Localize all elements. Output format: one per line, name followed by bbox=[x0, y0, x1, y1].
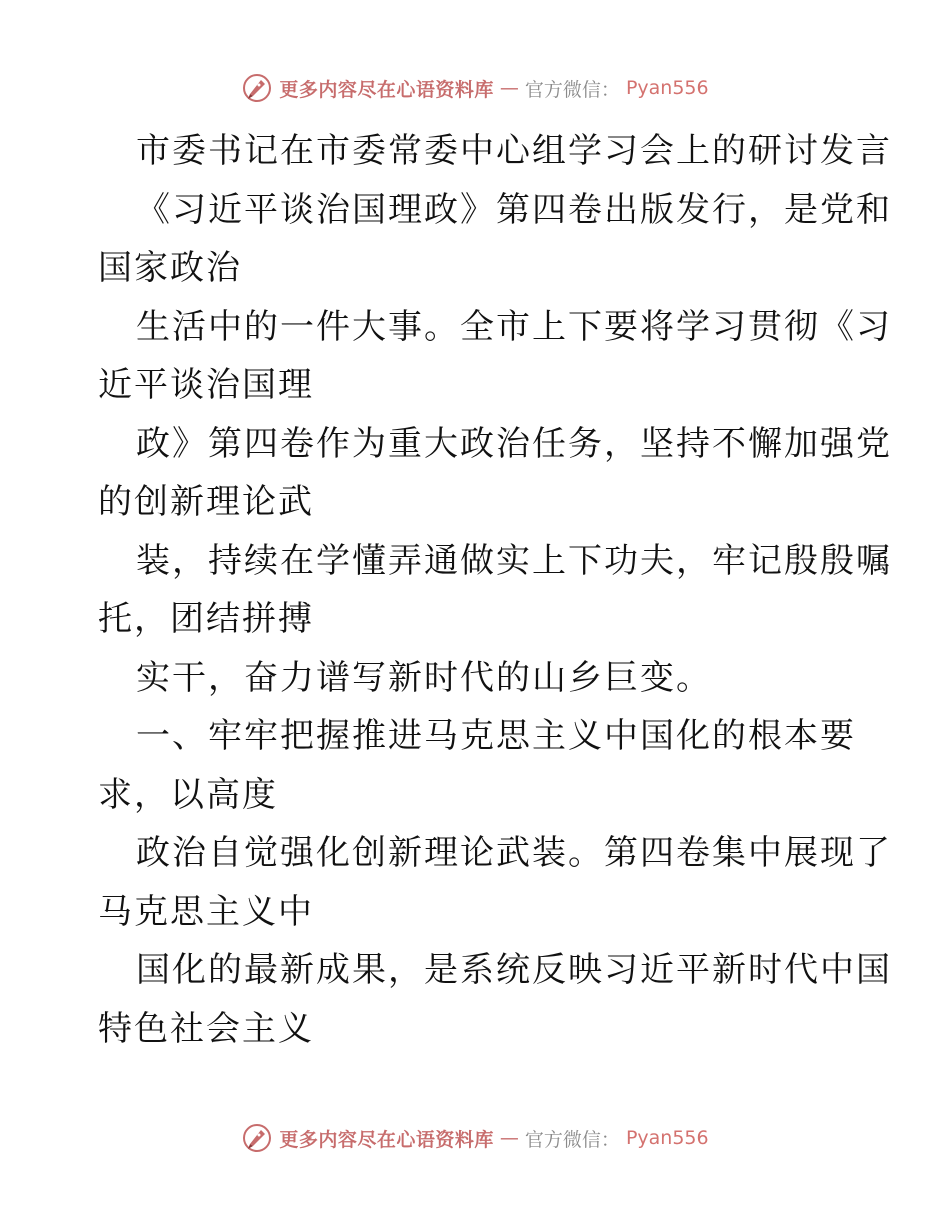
text-line: 政治自觉强化创新理论武装。第四卷集中展现了 bbox=[136, 833, 892, 873]
text-line: 的创新理论武 bbox=[98, 482, 314, 522]
text-line: 托，团结拼搏 bbox=[98, 599, 314, 639]
watermark-wechat-id: Pyan556 bbox=[625, 77, 709, 99]
text-line: 市委书记在市委常委中心组学习会上的研讨发言 bbox=[136, 131, 892, 171]
text-line: 《习近平谈治国理政》第四卷出版发行，是党和 bbox=[136, 189, 892, 230]
footer-watermark bbox=[0, 1122, 950, 1154]
text-line: 特色社会主义 bbox=[98, 1008, 314, 1049]
text-line: 政》第四卷作为重大政治任务，坚持不懈加强党 bbox=[136, 423, 892, 464]
watermark-dash: — bbox=[499, 1127, 519, 1149]
text-line: 装，持续在学懂弄通做实上下功夫，牢记殷殷嘱 bbox=[136, 540, 892, 581]
text-line: 马克思主义中 bbox=[98, 891, 314, 932]
header-watermark bbox=[0, 72, 950, 104]
watermark-site-name: 更多内容尽在心语资料库 bbox=[279, 1128, 494, 1151]
watermark-wechat-label: 官方微信： bbox=[524, 78, 620, 101]
text-line: 求，以高度 bbox=[98, 774, 278, 815]
text-line: 近平谈治国理 bbox=[98, 365, 314, 405]
text-line: 实干，奋力谱写新时代的山乡巨变。 bbox=[136, 657, 712, 698]
text-line: 生活中的一件大事。全市上下要将学习贯彻《习 bbox=[136, 306, 892, 347]
text-line: 国化的最新成果，是系统反映习近平新时代中国 bbox=[136, 950, 892, 990]
pen-nib-logo-icon bbox=[241, 72, 273, 104]
watermark-dash: — bbox=[499, 77, 519, 99]
watermark-wechat-id: Pyan556 bbox=[625, 1127, 709, 1149]
pen-nib-logo-icon bbox=[241, 1122, 273, 1154]
text-line: 一、牢牢把握推进马克思主义中国化的根本要 bbox=[136, 716, 856, 756]
document-body bbox=[98, 122, 892, 1058]
text-line: 国家政治 bbox=[98, 248, 242, 288]
watermark-wechat-label: 官方微信： bbox=[524, 1128, 620, 1151]
watermark-site-name: 更多内容尽在心语资料库 bbox=[279, 78, 494, 101]
